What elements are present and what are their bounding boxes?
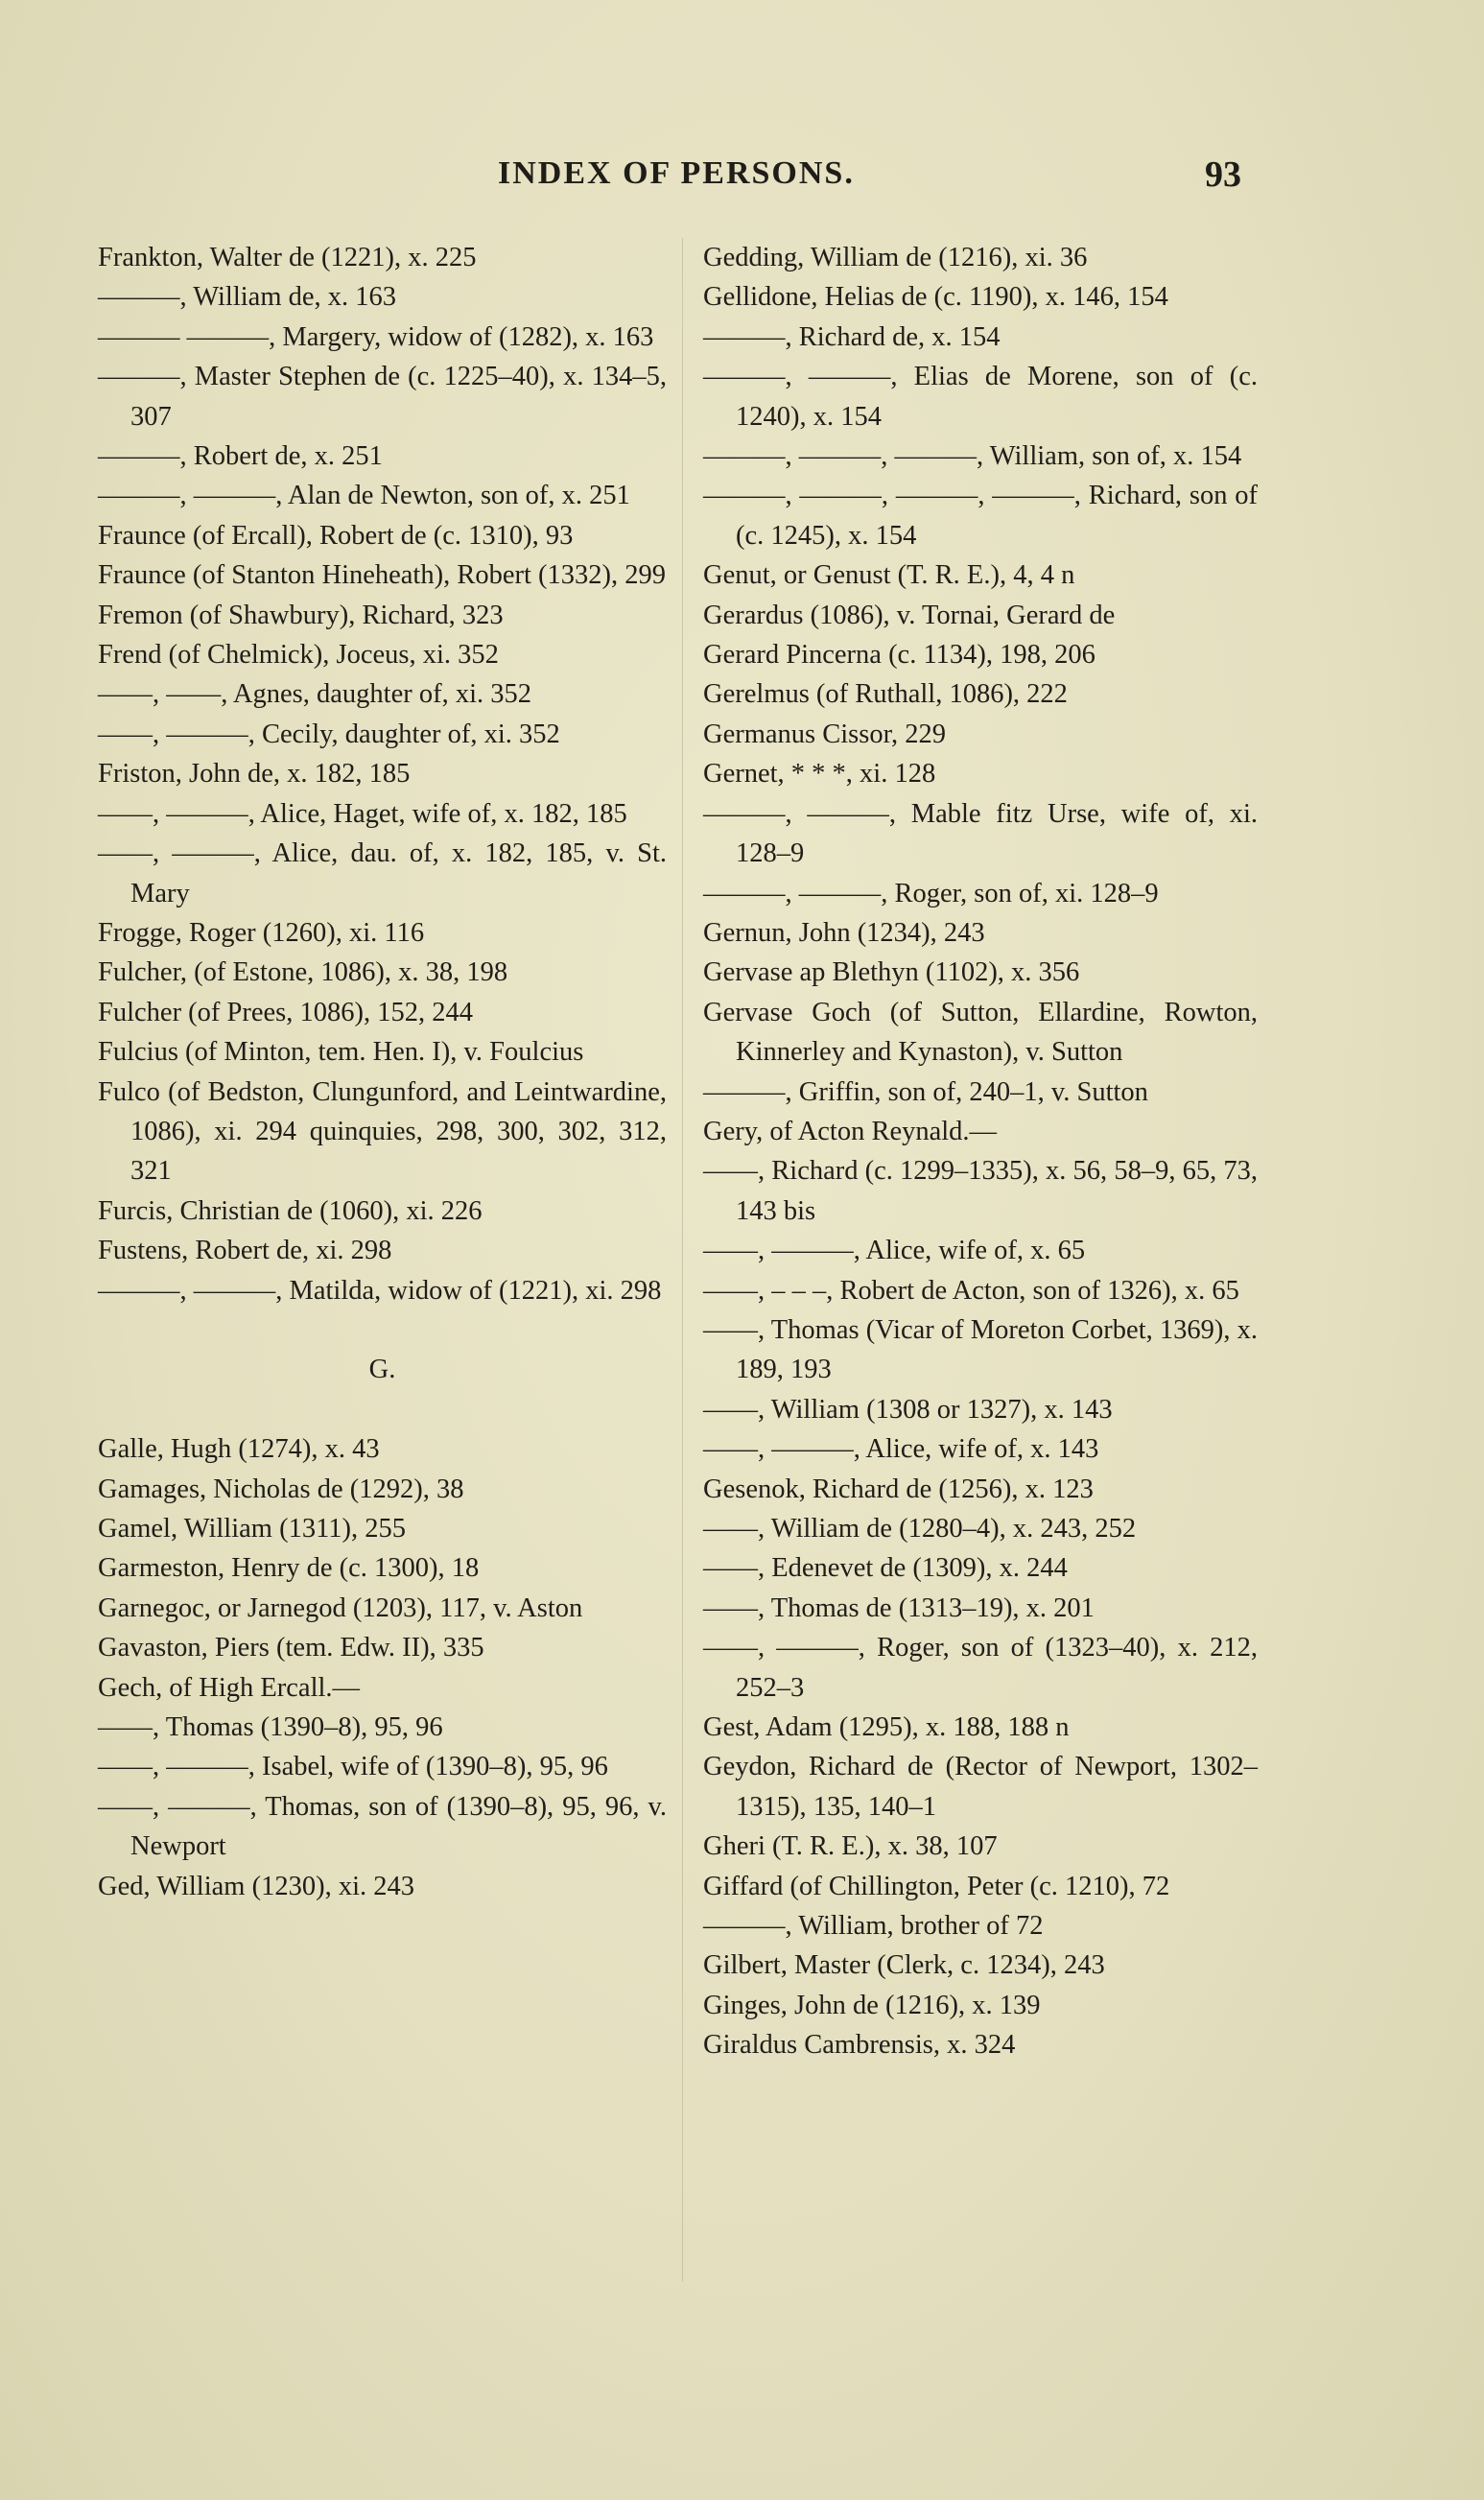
index-entry: ———, Master Stephen de (c. 1225–40), x. 134–5, 307 [98, 362, 667, 432]
index-entry: Fraunce (of Ercall), Robert de (c. 1310), 93 [98, 520, 574, 551]
index-entry: ——, ———, Alice, wife of, x. 143 [703, 1434, 1099, 1465]
index-entry: Fulcher, (of Estone, 1086), x. 38, 198 [98, 957, 508, 988]
index-entry: ——, – – –, Robert de Acton, son of 1326), x. 65 [703, 1275, 1239, 1306]
index-entry: Ginges, John de (1216), x. 139 [703, 1990, 1041, 2020]
index-entry: Fraunce (of Stanton Hineheath), Robert (1332), 299 [98, 560, 667, 591]
index-entry: ———, Griffin, son of, 240–1, v. Sutton [703, 1076, 1148, 1107]
index-entry: ———, ———, ———, William, son of, x. 154 [703, 441, 1242, 472]
index-entry: ———, Richard de, x. 154 [703, 321, 1001, 352]
index-entry: Gervase ap Blethyn (1102), x. 356 [703, 957, 1080, 988]
index-entry: Gellidone, Helias de (c. 1190), x. 146, 154 [703, 282, 1168, 313]
index-entry: ——, ———, Thomas, son of (1390–8), 95, 96, v. Newport [98, 1791, 667, 1862]
index-entry: ——, William (1308 or 1327), x. 143 [703, 1394, 1113, 1425]
index-entry: Gest, Adam (1295), x. 188, 188 n [703, 1712, 1070, 1743]
index-entry: Fulcius (of Minton, tem. Hen. I), v. Foulcius [98, 1037, 584, 1068]
page-number: 93 [1205, 154, 1241, 195]
index-entry: ———, ———, Alan de Newton, son of, x. 251 [98, 481, 630, 511]
index-entry: Giraldus Cambrensis, x. 324 [703, 2030, 1016, 2061]
index-entry: ——, Thomas (Vicar of Moreton Corbet, 1369), x. 189, 193 [703, 1314, 1258, 1385]
index-entry: ——, ———, Isabel, wife of (1390–8), 95, 96 [98, 1752, 608, 1782]
spacer [98, 1390, 667, 1429]
index-entry: Garmeston, Henry de (c. 1300), 18 [98, 1553, 480, 1584]
index-entry: Gamages, Nicholas de (1292), 38 [98, 1474, 464, 1504]
index-entry: ——, Edenevet de (1309), x. 244 [703, 1553, 1068, 1584]
index-entry: Gerardus (1086), v. Tornai, Gerard de [703, 600, 1116, 630]
entries-f [98, 238, 667, 1310]
index-entry: ——, ———, Alice, wife of, x. 65 [703, 1236, 1086, 1266]
index-entry: Gesenok, Richard de (1256), x. 123 [703, 1474, 1094, 1504]
index-entry: ———, William de, x. 163 [98, 282, 397, 313]
index-entry: ——, ———, Alice, dau. of, x. 182, 185, v. St. Mary [98, 838, 667, 908]
index-entry: Geydon, Richard de (Rector of Newport, 1302–1315), 135, 140–1 [703, 1752, 1258, 1822]
index-entry: Giffard (of Chillington, Peter (c. 1210), 72 [703, 1871, 1170, 1901]
index-entry: ——, ———, Cecily, daughter of, xi. 352 [98, 719, 560, 749]
index-entry: Genut, or Genust (T. R. E.), 4, 4 n [703, 560, 1075, 591]
index-entry: Gamel, William (1311), 255 [98, 1513, 407, 1544]
entries-g [98, 1429, 667, 1906]
index-entry: Friston, John de, x. 182, 185 [98, 759, 411, 790]
index-entry: Frend (of Chelmick), Joceus, xi. 352 [98, 640, 499, 671]
column-divider [682, 238, 683, 2281]
index-entry: Garnegoc, or Jarnegod (1203), 117, v. Aston [98, 1592, 583, 1623]
index-entry: Gervase Goch (of Sutton, Ellardine, Rowton, Kinnerley and Kynaston), v. Sutton [703, 997, 1258, 1068]
index-entry: ———, ———, ———, ———, Richard, son of (c. 1245), x. 154 [703, 481, 1258, 551]
index-entry: Frogge, Roger (1260), xi. 116 [98, 917, 425, 948]
index-entry: Fremon (of Shawbury), Richard, 323 [98, 600, 504, 630]
page-header [0, 155, 1484, 203]
index-entry: ———, ———, Mable fitz Urse, wife of, xi. 128–9 [703, 798, 1258, 869]
index-entry: ———, ———, Matilda, widow of (1221), xi. 298 [98, 1275, 662, 1306]
index-column-left [98, 238, 667, 1906]
index-entry: ——, William de (1280–4), x. 243, 252 [703, 1514, 1137, 1544]
index-entry: ——, Thomas (1390–8), 95, 96 [98, 1712, 443, 1742]
index-entry: Fulcher (of Prees, 1086), 152, 244 [98, 997, 474, 1027]
index-entry: Furcis, Christian de (1060), xi. 226 [98, 1195, 483, 1226]
index-entry: Ged, William (1230), xi. 243 [98, 1871, 414, 1901]
index-entry: Gerard Pincerna (c. 1134), 198, 206 [703, 640, 1095, 671]
index-entry: ——, ——, Agnes, daughter of, xi. 352 [98, 679, 531, 710]
entries-g-continued [703, 238, 1258, 2065]
index-entry: Gernet, * * *, xi. 128 [703, 759, 936, 790]
index-entry: Gheri (T. R. E.), x. 38, 107 [703, 1831, 998, 1862]
index-entry: Gernun, John (1234), 243 [703, 917, 985, 948]
index-entry: Fulco (of Bedston, Clungunford, and Leintwardine, 1086), xi. 294 quinquies, 298, 300, 302, 312, 321 [98, 1076, 667, 1187]
index-entry: Gerelmus (of Ruthall, 1086), 222 [703, 679, 1068, 710]
index-entry: Gech, of High Ercall.— [98, 1672, 361, 1703]
index-entry: ——, ———, Alice, Haget, wife of, x. 182, 185 [98, 798, 627, 829]
index-entry: ——, ———, Roger, son of (1323–40), x. 212, 252–3 [703, 1633, 1258, 1703]
index-entry: ——, Richard (c. 1299–1335), x. 56, 58–9, 65, 73, 143 bis [703, 1156, 1258, 1226]
running-title: INDEX OF PERSONS. [498, 155, 855, 191]
spacer [98, 1310, 667, 1350]
index-entry: ——, Thomas de (1313–19), x. 201 [703, 1592, 1095, 1623]
index-entry: ——— ———, Margery, widow of (1282), x. 163 [98, 321, 654, 352]
index-entry: Galle, Hugh (1274), x. 43 [98, 1434, 380, 1465]
index-entry: Gery, of Acton Reynald.— [703, 1116, 998, 1146]
index-entry: ———, William, brother of 72 [703, 1911, 1044, 1942]
index-entry: Germanus Cissor, 229 [703, 719, 946, 749]
index-entry: Frankton, Walter de (1221), x. 225 [98, 243, 477, 272]
index-entry: Gavaston, Piers (tem. Edw. II), 335 [98, 1633, 484, 1663]
index-entry: Fustens, Robert de, xi. 298 [98, 1236, 392, 1266]
index-column-right [703, 238, 1258, 2065]
index-entry: ———, ———, Roger, son of, xi. 128–9 [703, 878, 1159, 908]
section-letter-g: G. [368, 1355, 396, 1385]
index-entry: Gedding, William de (1216), xi. 36 [703, 243, 1088, 272]
index-entry: ———, Robert de, x. 251 [98, 441, 383, 472]
index-entry: Gilbert, Master (Clerk, c. 1234), 243 [703, 1950, 1105, 1981]
index-entry: ———, ———, Elias de Morene, son of (c. 1240), x. 154 [703, 362, 1258, 432]
